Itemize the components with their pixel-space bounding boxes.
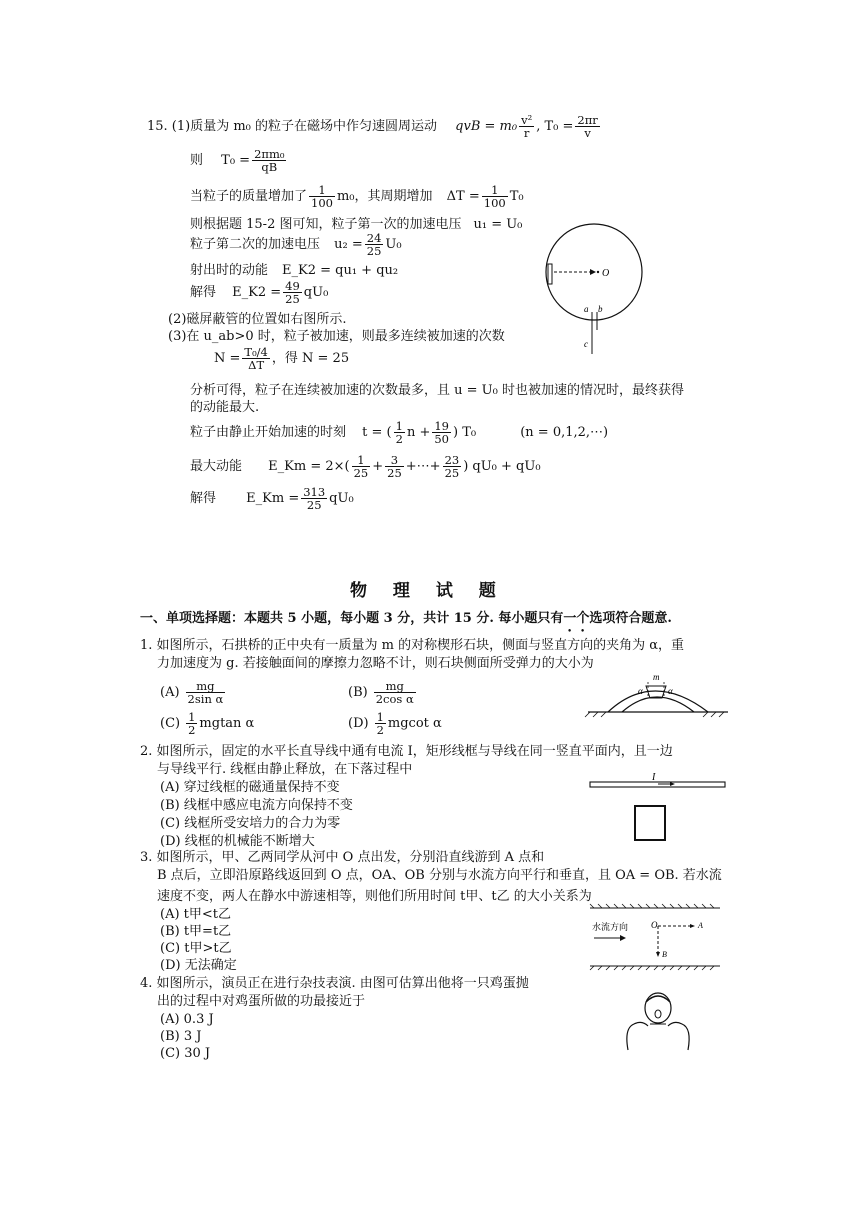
- eq-qvB: qvB = m₀ $\frac{\text{v²}}{r}$: [455, 113, 533, 141]
- svg-text:b: b: [598, 304, 603, 314]
- q3-option-b[interactable]: (B) t甲=t乙: [160, 924, 232, 939]
- sol15-line4: 则根据题 15-2 图可知，粒子第一次的加速电压 u₁ = U₀: [190, 217, 523, 232]
- q1-option-c[interactable]: (C) $\frac{1}{2}$ mgtan α: [160, 710, 255, 738]
- svg-text:α: α: [668, 686, 673, 696]
- q3-line3: 速度不变，两人在静水中游速相等，则他们所用时间 t甲、t乙 的大小关系为: [157, 889, 592, 904]
- q1-option-a[interactable]: (A) $\frac{mg}{\text{2sin α}}$: [160, 679, 224, 707]
- arch-bridge-figure: [588, 672, 738, 722]
- sol15-line1-text: 15. (1)质量为 m₀ 的粒子在磁场中作匀速圆周运动: [147, 119, 438, 135]
- sol15-line8: (2)磁屏蔽管的位置如右图所示.: [168, 312, 347, 327]
- q1-option-b[interactable]: (B) $\frac{mg}{\text{2cos α}}$: [348, 679, 414, 707]
- q3-line2: B 点后，立即沿原路线返回到 O 点，OA、OB 分别与水流方向平行和垂直，且 OA = OB. 若水流: [157, 868, 722, 883]
- q4-line1: 4. 如图所示，演员正在进行杂技表演. 由图可估算出他将一只鸡蛋抛: [140, 976, 529, 991]
- q1-line1: 1. 如图所示，石拱桥的正中央有一质量为 m 的对称楔形石块，侧面与竖直方向的夹角为 α，重: [140, 638, 685, 653]
- magnetic-field-circle-figure: [540, 220, 640, 360]
- frac-T0: $\frac{\text{2πm₀}}{qB}$: [254, 147, 285, 175]
- q1-line2: 力加速度为 g. 若接触面间的摩擦力忽略不计，则石块侧面所受弹力的大小为: [157, 656, 594, 671]
- q4-line2: 出的过程中对鸡蛋所做的功最接近于: [157, 994, 366, 1009]
- wire-loop-figure: [590, 772, 730, 852]
- shield-tube: [548, 264, 552, 284]
- sol15-line5: 粒子第二次的加速电压 u₂ = $\frac{24}{25}$ U₀: [190, 231, 402, 259]
- q3-option-c[interactable]: (C) t甲>t乙: [160, 941, 232, 956]
- q3-line1: 3. 如图所示，甲、乙两同学从河中 O 点出发，分别沿直线游到 A 点和: [140, 850, 545, 865]
- q4-option-b[interactable]: (B) 3 J: [160, 1029, 202, 1044]
- label-o: O: [602, 268, 610, 279]
- sol15-line13: 粒子由静止开始加速的时刻 t = ( $\frac{1}{2}$ n + $\frac{19}{50}$ ) T₀ (n = 0,1,2,⋯): [190, 419, 609, 447]
- sol15-line12: 的动能最大.: [190, 400, 260, 415]
- svg-text:A: A: [698, 921, 703, 930]
- sol15-line15: 解得 E_Km = $\frac{313}{25}$ qU₀: [190, 485, 354, 513]
- river-figure: [590, 904, 730, 974]
- q3-option-a[interactable]: (A) t甲<t乙: [160, 907, 232, 922]
- sol15-line11: 分析可得，粒子在连续被加速的次数最多，且 u = U₀ 时也被加速的情况时，最终获得: [190, 383, 684, 398]
- section-heading: 一、单项选择题：本题共 5 小题，每小题 3 分，共计 15 分. 每小题只有一个选项符合题意.: [140, 611, 672, 626]
- eq-T0: , T₀ = $\frac{2\pi r}{v}$: [536, 113, 598, 141]
- q2-option-d[interactable]: (D) 线框的机械能不断增大: [160, 834, 315, 849]
- eq-lhs: T₀ =: [221, 153, 251, 169]
- q2-option-c[interactable]: (C) 线框所受安培力的合力为零: [160, 816, 341, 831]
- exam-title: 物 理 试 题: [350, 581, 506, 601]
- svg-text:O: O: [651, 920, 658, 930]
- svg-text:B: B: [662, 950, 667, 959]
- sol15-line1: [147, 114, 602, 139]
- q4-option-a[interactable]: (A) 0.3 J: [160, 1012, 214, 1027]
- sol15-line9: (3)在 u_ab>0 时，粒子被加速，则最多连续被加速的次数: [168, 329, 505, 344]
- svg-text:α: α: [638, 686, 643, 696]
- svg-text:I: I: [652, 772, 656, 783]
- label-ze: 则: [190, 153, 204, 169]
- sol15-line10: N = $\frac{\text{T₀/4}}{\Delta T}$ ，得 N = 25: [214, 345, 350, 373]
- sol15-line6: 射出时的动能 E_K2 = qu₁ + qu₂: [190, 263, 399, 278]
- q2-option-b[interactable]: (B) 线框中感应电流方向保持不变: [160, 798, 353, 813]
- sol15-line2: [190, 148, 288, 173]
- q4-option-c[interactable]: (C) 30 J: [160, 1046, 211, 1061]
- q1-option-d[interactable]: (D) $\frac{1}{2}$ mgcot α: [348, 710, 442, 738]
- q2-line2: 与导线平行. 线框由静止释放，在下落过程中: [157, 762, 413, 777]
- juggler-figure: [620, 990, 700, 1054]
- svg-text:m: m: [653, 672, 660, 682]
- sol15-line3: 当粒子的质量增加了 $\frac{1}{100}$ m₀，其周期增加 ΔT = $\frac{1}{100}$ T₀: [190, 183, 524, 211]
- q2-line1: 2. 如图所示，固定的水平长直导线中通有电流 I，矩形线框与导线在同一竖直平面内，且一边: [140, 744, 673, 759]
- svg-text:水流方向: 水流方向: [592, 922, 629, 932]
- q2-option-a[interactable]: (A) 穿过线框的磁通量保持不变: [160, 780, 340, 795]
- sol15-line14: 最大动能 E_Km = 2×( $\frac{1}{25}$ + $\frac{3}{25}$ +⋯+ $\frac{23}{25}$ ) qU₀ + qU₀: [190, 453, 541, 481]
- sol15-line7: 解得 E_K2 = $\frac{49}{25}$ qU₀: [190, 279, 329, 307]
- svg-text:c: c: [584, 339, 588, 349]
- q3-option-d[interactable]: (D) 无法确定: [160, 958, 237, 973]
- svg-text:a: a: [584, 304, 589, 314]
